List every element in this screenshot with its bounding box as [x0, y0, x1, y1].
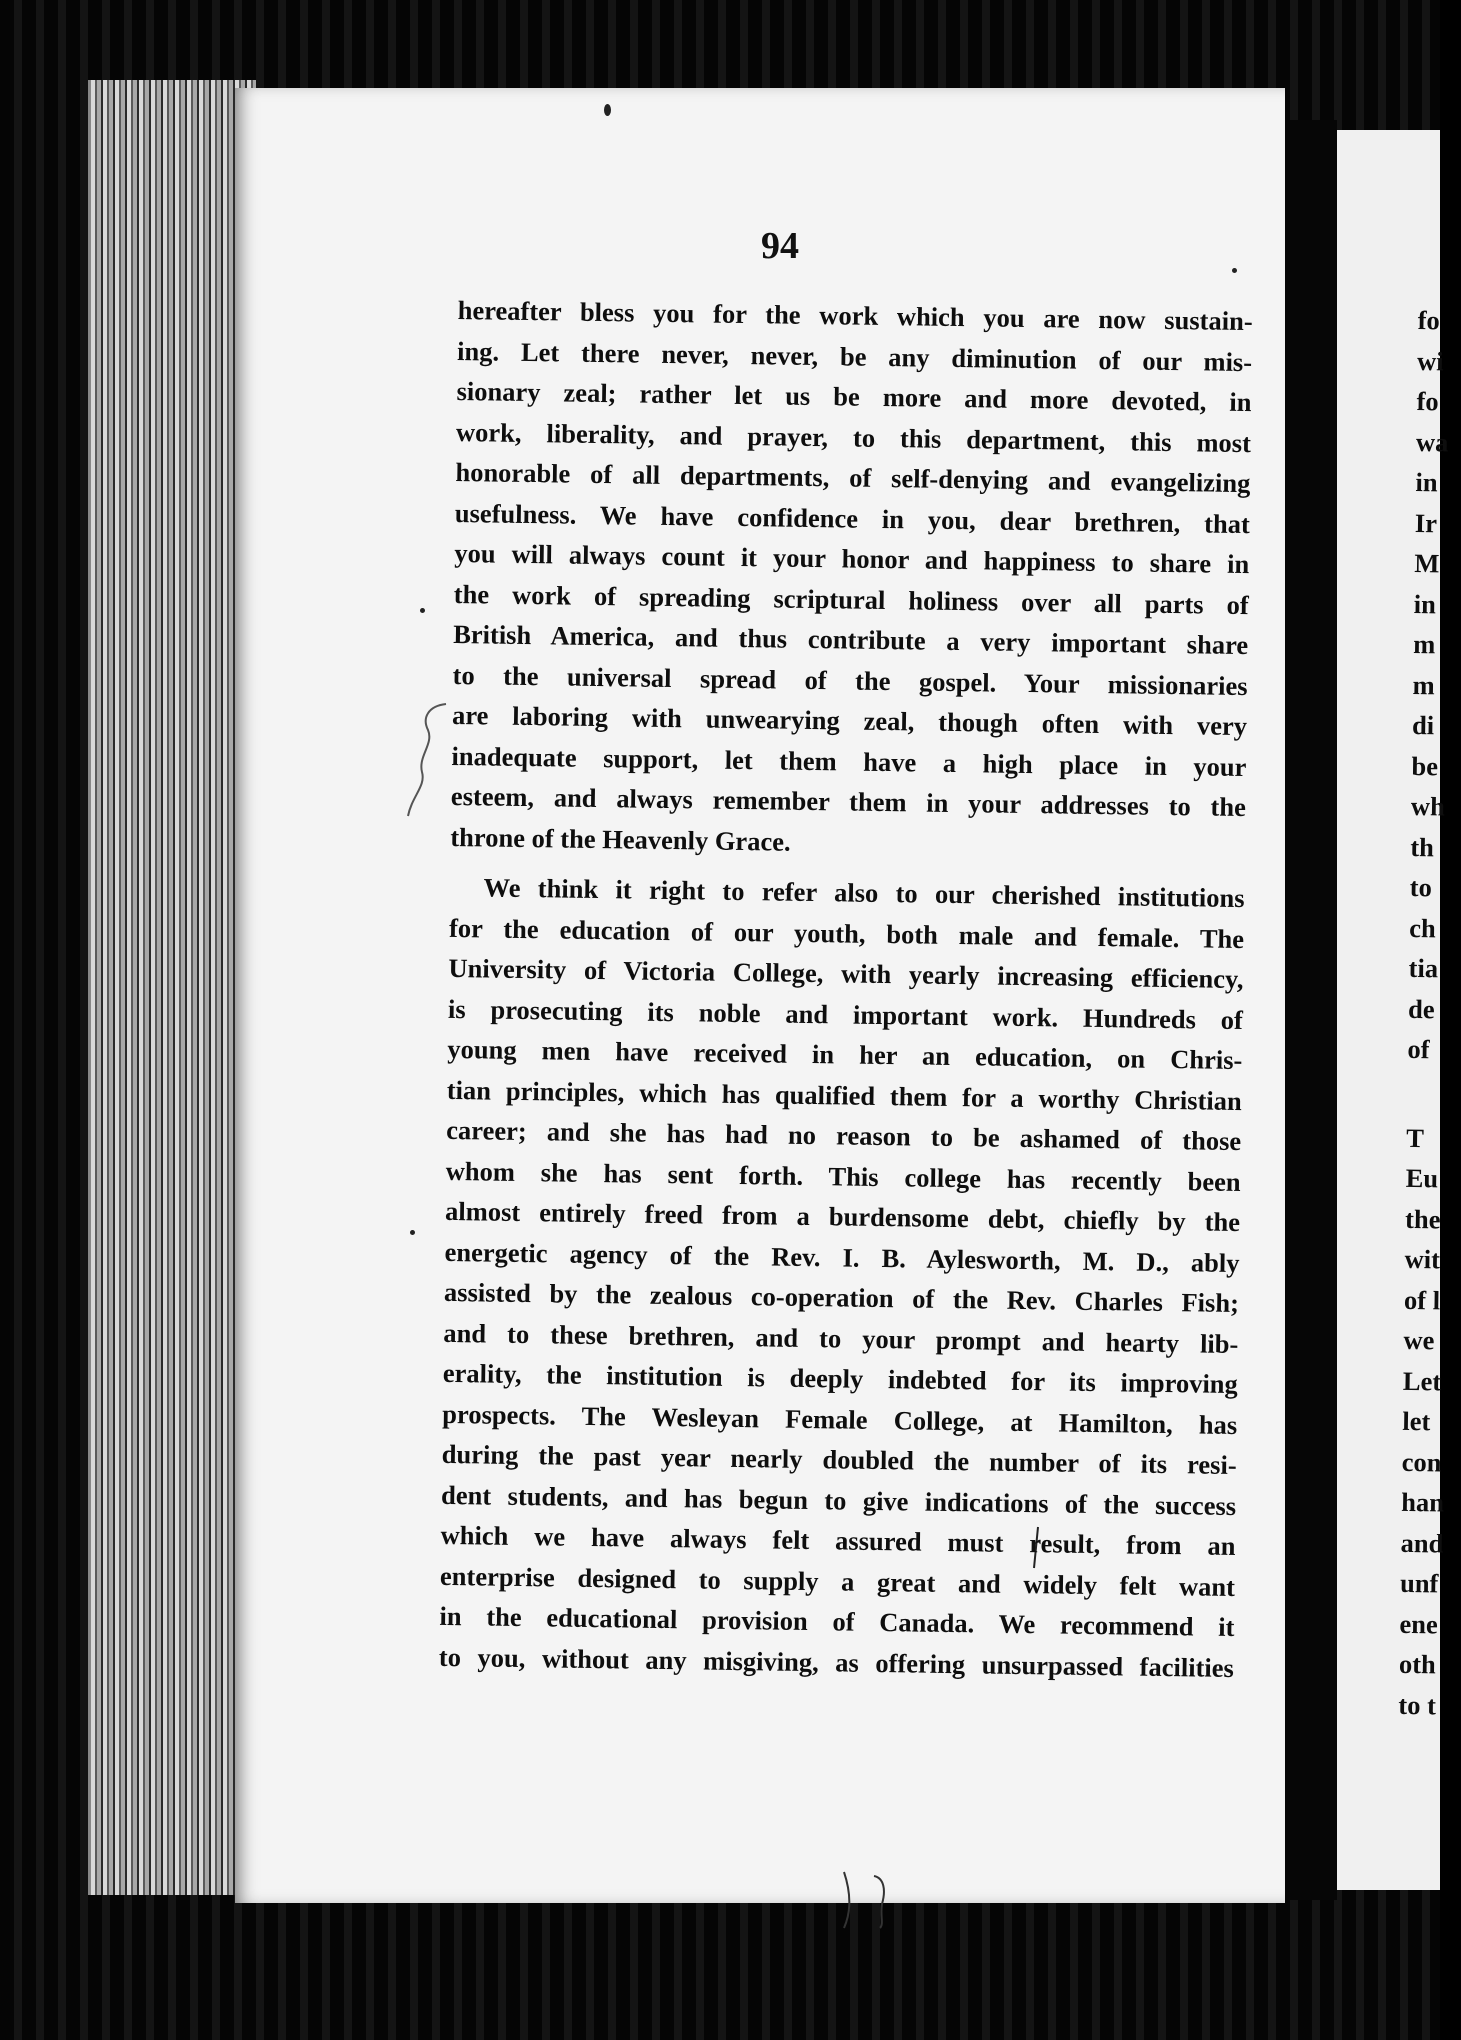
text-line: in the educational provision of Canada. We recommend it: [439, 1600, 1235, 1642]
facing-text-fragment: the: [1404, 1203, 1441, 1234]
facing-text-fragment: tia: [1408, 952, 1439, 984]
text-line: for the education of our youth, both male and female. The: [448, 912, 1245, 954]
facing-text-fragment: han: [1401, 1486, 1445, 1518]
text-line: assisted by the zealous co-operation of the Rev. Charles Fish;: [443, 1276, 1240, 1319]
text-line: usefulness. We have confidence in you, dear brethren, that: [454, 497, 1251, 539]
facing-text-fragment: let: [1402, 1405, 1431, 1437]
facing-text-fragment: Ir: [1414, 507, 1438, 538]
facing-text-fragment: wh: [1410, 790, 1446, 822]
paragraph: [439, 867, 1245, 1688]
text-line: ing. Let there never, never, be any diminution of our mis-: [456, 335, 1253, 377]
text-line: sionary zeal; rather let us be more and more devoted, in: [456, 375, 1252, 418]
facing-text-fragment: wi: [1416, 345, 1444, 376]
facing-text-fragment: m: [1412, 628, 1436, 660]
facing-text-fragment: con: [1401, 1446, 1442, 1477]
facing-text-fragment: fo: [1416, 385, 1439, 417]
text-line: whom she has sent forth. This college has recently been: [445, 1155, 1241, 1197]
text-line: enterprise designed to supply a great and widely felt want: [439, 1560, 1236, 1602]
facing-text-fragment: wa: [1415, 426, 1449, 457]
facing-text-fragment: to: [1409, 871, 1433, 903]
text-line: tian principles, which has qualified them for a worthy Christian: [446, 1074, 1242, 1116]
text-line: honorable of all departments, of self-denying and evangelizing: [455, 456, 1251, 499]
text-line: almost entirely freed from a burdensome debt, chiefly by the: [444, 1195, 1241, 1238]
facing-text-fragment: of l: [1403, 1284, 1441, 1315]
facing-text-fragment: Eu: [1405, 1162, 1439, 1194]
text-line: to the universal spread of the gospel. Your missionaries: [452, 659, 1248, 701]
text-line: young men have received in her an education, on Chris-: [447, 1033, 1243, 1076]
facing-text-fragment: ch: [1409, 912, 1436, 943]
facing-text-fragment: oth: [1398, 1648, 1436, 1680]
text-line: British America, and thus contribute a very important share: [452, 618, 1249, 661]
text-line: prospects. The Wesleyan Female College, at Hamilton, has: [442, 1398, 1238, 1440]
ink-speck: [420, 608, 425, 613]
page-body-text: [439, 290, 1253, 1688]
facing-text-fragment: fo: [1417, 304, 1441, 336]
text-line: career; and she has had no reason to be ashamed of those: [446, 1114, 1242, 1157]
facing-text-fragment: M: [1414, 547, 1440, 579]
ink-speck: [410, 1230, 415, 1235]
facing-text-fragment: be: [1411, 750, 1439, 781]
paragraph: [450, 290, 1253, 868]
facing-text-fragment: unf: [1399, 1567, 1439, 1599]
text-line: to you, without any misgiving, as offering unsurpassed facilities: [438, 1641, 1235, 1683]
text-line: are laboring with unwearying zeal, though often with very: [451, 699, 1248, 742]
ink-speck: [604, 104, 611, 116]
page-number: 94: [761, 225, 799, 267]
facing-text-fragment: di: [1411, 709, 1435, 741]
text-line: energetic agency of the Rev. I. B. Aylesworth, M. D., ably: [444, 1236, 1240, 1278]
pencil-squiggle-mark: [398, 700, 458, 820]
text-line: the work of spreading scriptural holiness over all parts of: [453, 578, 1249, 620]
text-line: erality, the institution is deeply indebted for its improving: [442, 1357, 1239, 1399]
facing-text-fragment: and: [1400, 1527, 1444, 1558]
text-line: We think it right to refer also to our cherished institutions: [483, 872, 1245, 914]
text-line: during the past year nearly doubled the number of its resi-: [441, 1438, 1237, 1480]
text-line: you will always count it your honor and happiness to share in: [454, 537, 1250, 580]
book-page-edges: [88, 80, 256, 1895]
facing-text-fragment: T: [1406, 1122, 1425, 1153]
pencil-bracket-mark: [840, 1870, 910, 1930]
facing-text-fragment: in: [1413, 588, 1437, 619]
text-line: is prosecuting its noble and important work. Hundreds of: [447, 993, 1244, 1035]
text-line: which we have always felt assured must result, from an: [440, 1519, 1236, 1561]
text-line: dent students, and has begun to give indications of the success: [440, 1479, 1237, 1521]
facing-text-fragment: de: [1407, 993, 1435, 1024]
facing-text-fragment: m: [1412, 669, 1435, 700]
text-line: work, liberality, and prayer, to this department, this most: [455, 416, 1252, 458]
facing-text-fragment: we: [1403, 1324, 1435, 1356]
text-line: University of Victoria College, with yearly increasing efficiency,: [448, 952, 1244, 995]
facing-text-fragment: th: [1410, 831, 1435, 862]
facing-text-fragment: ene: [1399, 1608, 1438, 1639]
facing-text-fragment: in: [1415, 466, 1438, 498]
facing-text-fragment: wit: [1404, 1243, 1441, 1275]
text-line: throne of the Heavenly Grace.: [450, 821, 791, 857]
book-gutter: [1285, 120, 1337, 1900]
ink-speck: [1232, 268, 1237, 273]
facing-text-fragment: Let: [1402, 1365, 1442, 1396]
text-line: esteem, and always remember them in your addresses to the: [450, 780, 1247, 823]
facing-text-fragment: of: [1407, 1033, 1430, 1065]
text-line: hereafter bless you for the work which you are now sustain-: [457, 294, 1253, 337]
text-line: inadequate support, let them have a high place in your: [451, 740, 1247, 782]
facing-text-fragment: to t: [1398, 1689, 1437, 1720]
text-line: and to these brethren, and to your prompt and hearty lib-: [443, 1317, 1239, 1359]
